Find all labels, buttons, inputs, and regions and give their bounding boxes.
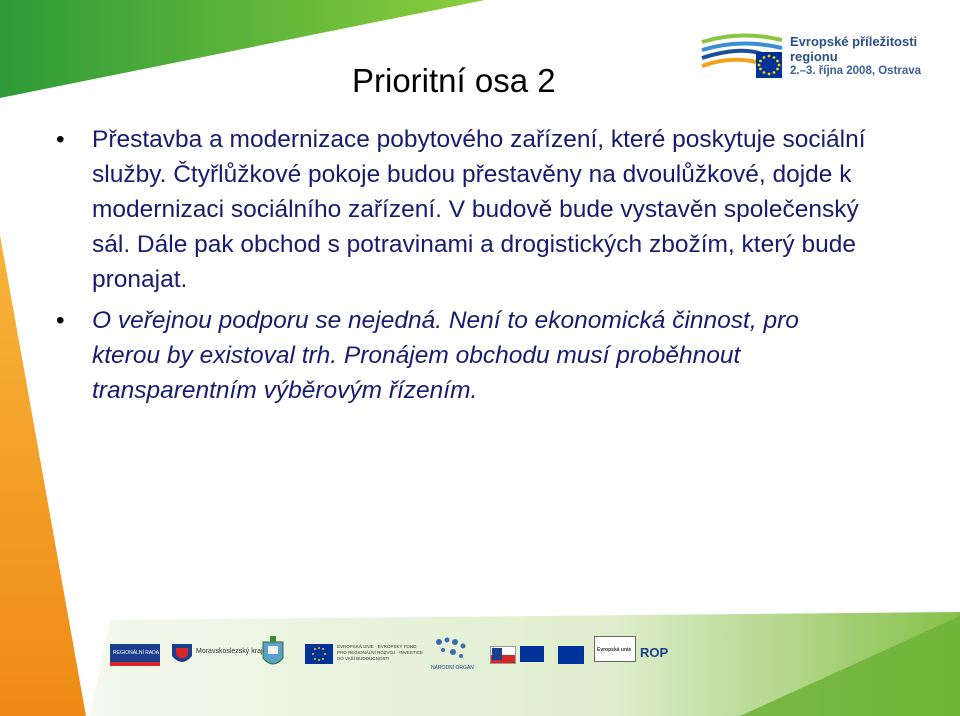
ostrava-coat-of-arms-logo (260, 632, 286, 676)
event-subtitle: regionu (790, 49, 838, 64)
event-text (790, 34, 921, 79)
event-title: Evropské příležitosti (790, 34, 918, 49)
eu-rozvoj-fund-logo: EVROPSKÁ UNIE · EVROPSKÝ FOND PRO REGIONÁLNÍ ROZVOJ · INVESTICE DO VAŠÍ BUDOUCNOSTI (305, 632, 425, 676)
regionalni-rada-logo: REGIONÁLNÍ RADA (110, 632, 160, 676)
rop-logo: ROP (640, 645, 669, 660)
bullet-text-2: O veřejnou podporu se nejedná. Není to ekonomická činnost, pro kterou by existoval trh. Pronájem obchodu musí proběhnout transparentním výběrovým řízením. (92, 307, 799, 404)
moravskoslezsky-kraj-logo: Moravskoslezský kraj (170, 632, 240, 676)
footer-logo-strip (100, 632, 680, 680)
bullet-marker: • (56, 126, 65, 153)
flags-logo (490, 632, 550, 676)
bullet-marker: • (56, 307, 65, 334)
bullet-item-2 (56, 303, 872, 408)
bullet-text-1: Přestavba a modernizace pobytového zařízení, které poskytuje sociální služby. Čtyřlůžkové pokoje budou přestavěny na dvoulůžkové, dojde k modernizaci sociálního zařízení. V budově bude vystavěn společenský sál. Dále pak obchod s potravinami a drogistických zbožím, který bude pronajat. (92, 126, 866, 293)
event-logo (700, 30, 930, 86)
eu-unie-logo: Evropská unie (594, 632, 649, 676)
kraj-emblem-icon (170, 642, 194, 668)
dots-emblem-icon (433, 636, 473, 662)
orange-left-band (0, 235, 86, 716)
eu-flag-icon (305, 644, 333, 664)
slide-title: Prioritní osa 2 (352, 62, 556, 99)
bullet-list (56, 122, 872, 414)
event-emblem-icon (700, 30, 784, 86)
eu-flag-logo (558, 632, 588, 676)
bullet-item-1 (56, 122, 872, 297)
event-date: 2.–3. října 2008, Ostrava (790, 65, 922, 77)
narodni-organ-logo: NÁRODNÍ ORGÁN (425, 632, 485, 676)
coat-of-arms-icon (260, 636, 286, 672)
